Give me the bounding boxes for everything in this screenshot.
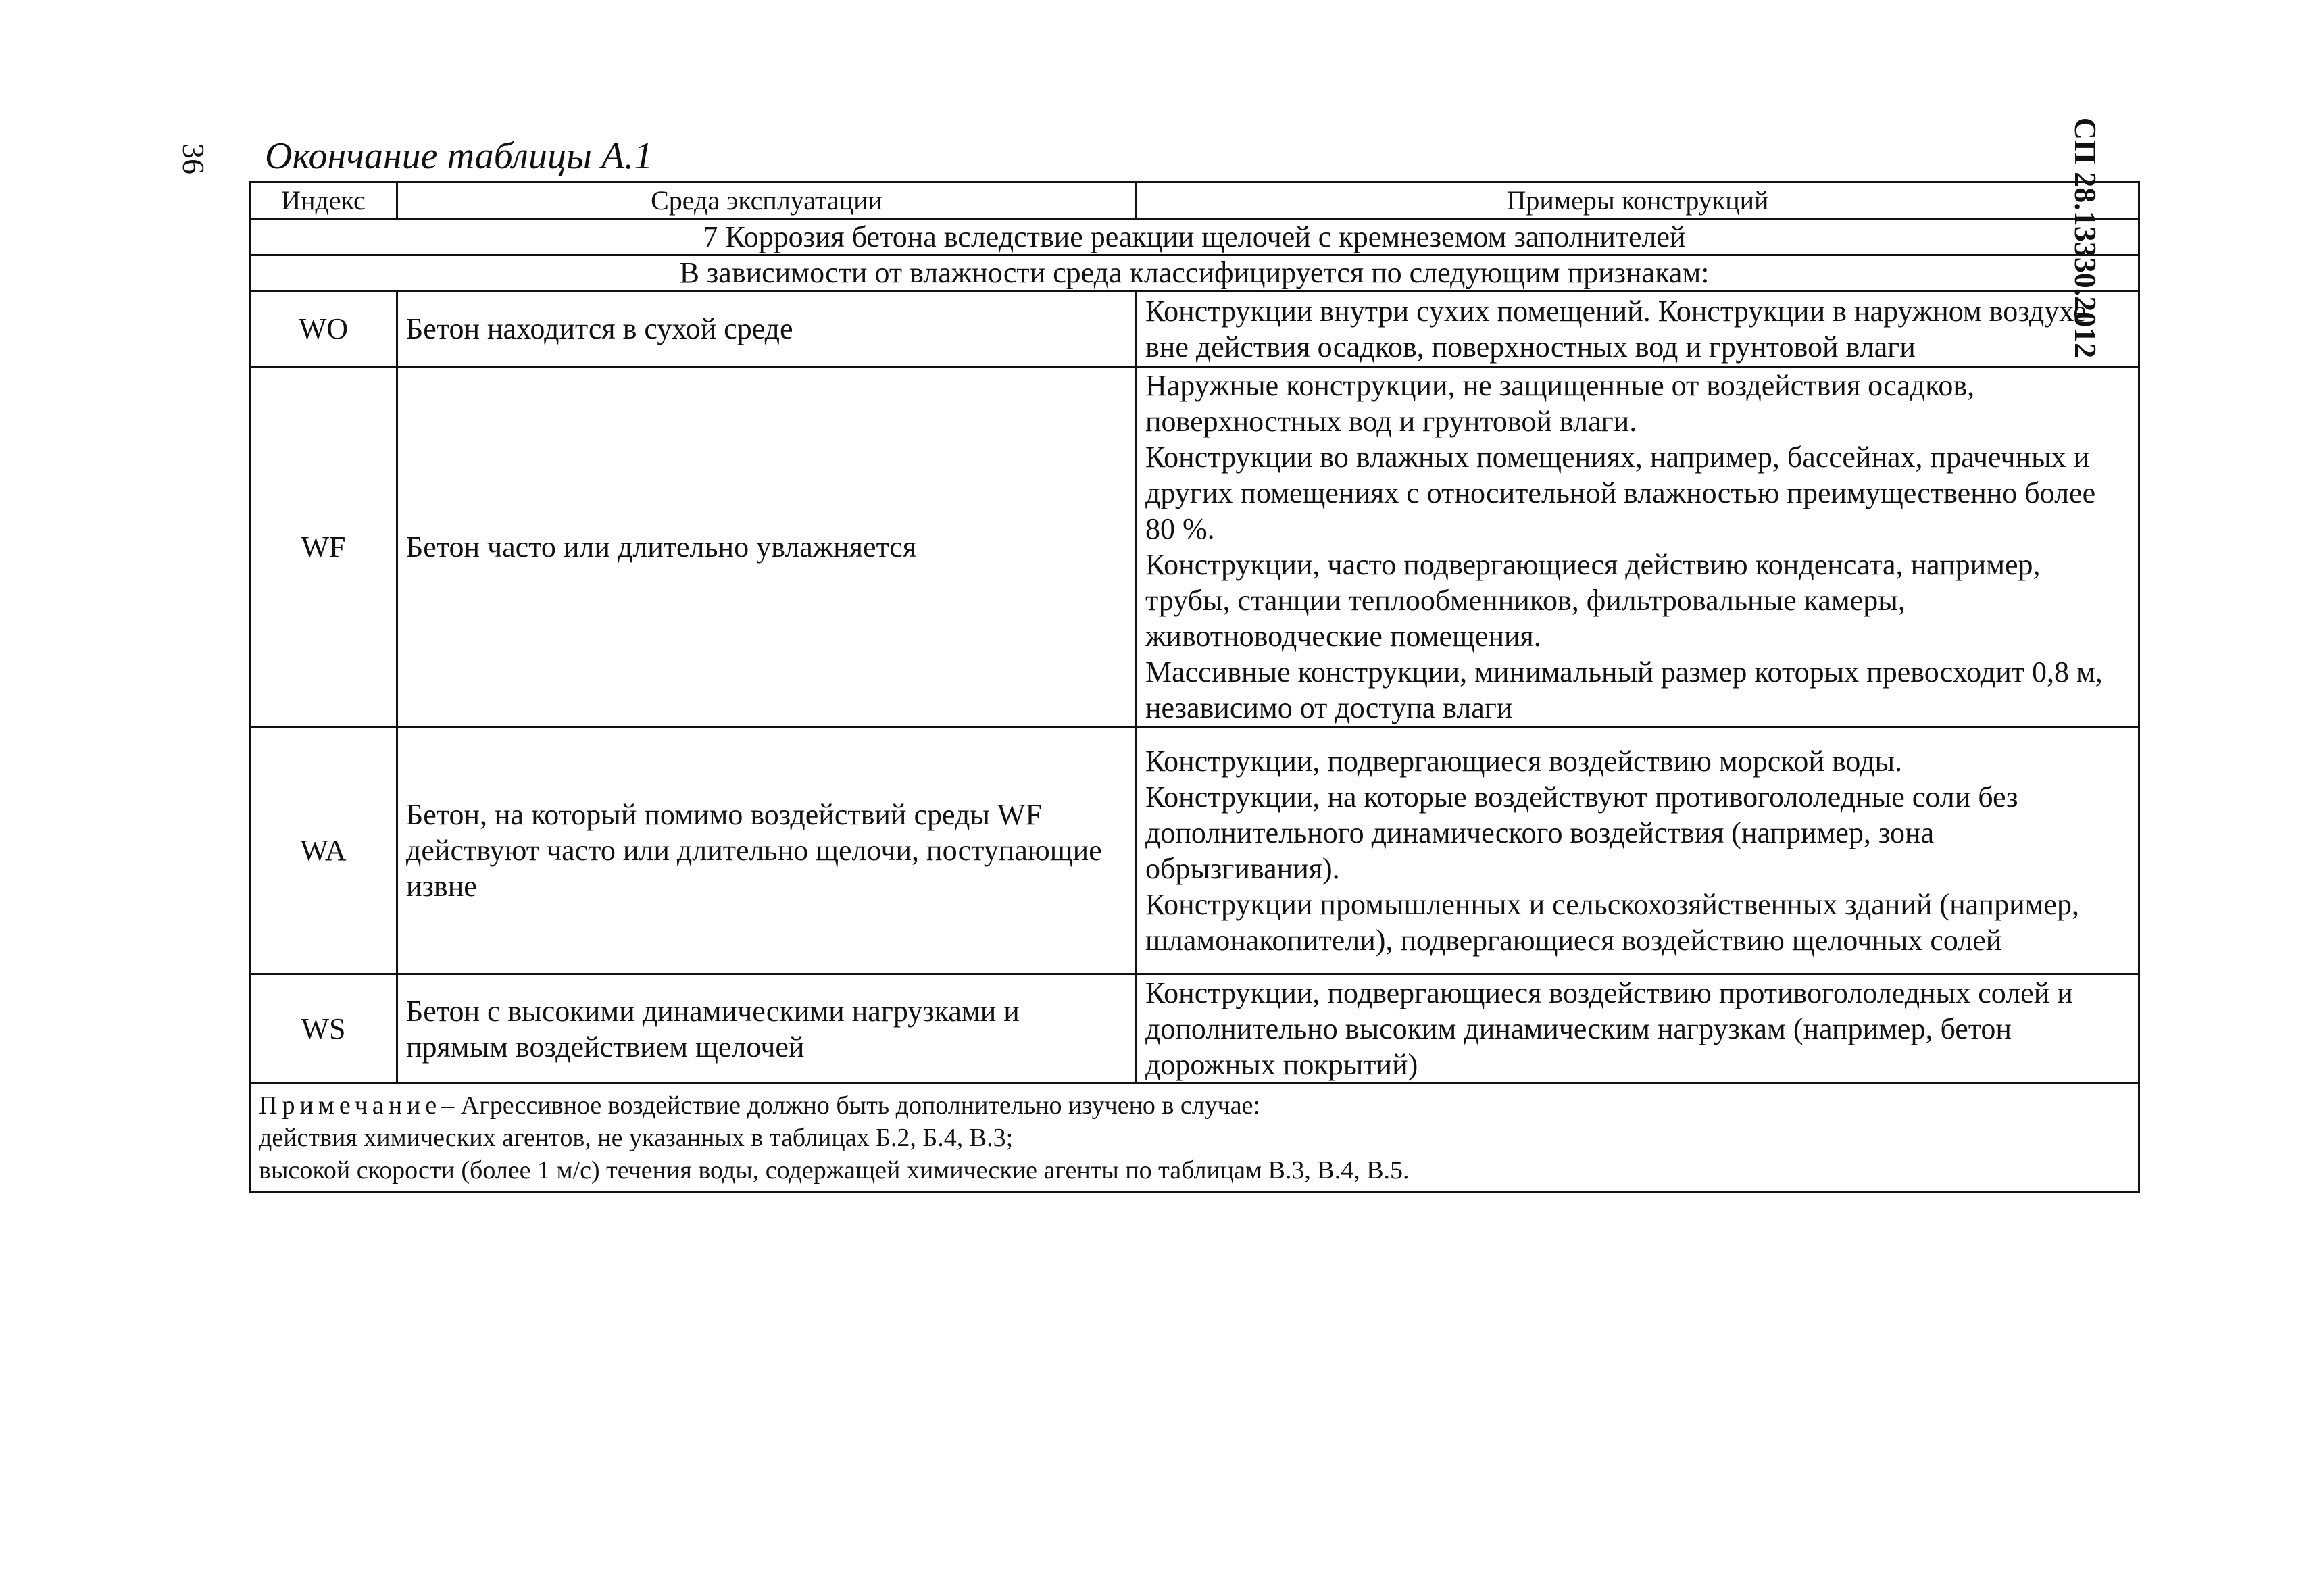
table-row [250, 727, 2139, 974]
classification-table [249, 181, 2140, 1193]
row-examples [1137, 291, 2139, 367]
row-environment: Бетон находится в сухой среде [397, 291, 1137, 367]
example-text: Массивные конструкции, минимальный размер которых превосходит 0,8 м, независимо от доступа влаги [1145, 655, 2103, 724]
example-text: Наружные конструкции, не защищенные от воздействия осадков, поверхностных вод и грунтовой влаги. [1145, 369, 1975, 438]
row-index: WO [250, 291, 397, 367]
table-header-row [250, 182, 2139, 220]
note-line: действия химических агентов, не указанных в таблицах Б.2, Б.4, В.3; [259, 1124, 1014, 1152]
row-examples [1137, 727, 2139, 974]
table-row [250, 974, 2139, 1084]
page-number: 36 [176, 143, 211, 174]
example-text: Конструкции, подвергающиеся воздействию морской воды. [1145, 744, 1903, 778]
row-environment: Бетон с высокими динамическими нагрузками и прямым воздействием щелочей [397, 974, 1137, 1084]
table-row [250, 367, 2139, 727]
header-examples: Примеры конструкций [1137, 182, 2139, 220]
example-text: Конструкции во влажных помещениях, например, бассейнах, прачечных и других помещениях с относительной влажностью преимущественно более 80 %. [1145, 441, 2096, 545]
document-code: СП 28.13330.2012 [2068, 117, 2103, 359]
section-subtitle-row [250, 255, 2139, 291]
note-line: высокой скорости (более 1 м/с) течения воды, содержащей химические агенты по таблицам В.3, В.4, В.5. [259, 1156, 1410, 1184]
section-subtitle: В зависимости от влажности среда классифицируется по следующим признакам: [250, 255, 2139, 291]
example-text: Конструкции внутри сухих помещений. Конструкции в наружном воздухе вне действия осадков, поверхностных вод и грунтовой влаги [1145, 294, 2087, 364]
example-text: Конструкции, подвергающиеся воздействию противогололедных солей и дополнительно высоким динамическим нагрузкам (например, бетон дорожных покрытий) [1145, 976, 2073, 1081]
example-text: Конструкции, часто подвергающиеся действию конденсата, например, трубы, станции теплообменников, фильтровальные камеры, животноводческие помещения. [1145, 548, 2041, 653]
row-index: WS [250, 974, 397, 1084]
row-index: WA [250, 727, 397, 974]
row-environment: Бетон часто или длительно увлажняется [397, 367, 1137, 727]
note-first-line [259, 1089, 2130, 1122]
example-text: Конструкции, на которые воздействуют противогололедные соли без дополнительного динамического воздействия (например, зона обрызгивания). [1145, 780, 2018, 885]
row-examples [1137, 367, 2139, 727]
header-index: Индекс [250, 182, 397, 220]
table-row [250, 291, 2139, 367]
table-caption: Окончание таблицы А.1 [265, 135, 653, 177]
note-row [250, 1084, 2139, 1193]
table-note [250, 1084, 2139, 1193]
note-label: Примечание [259, 1091, 442, 1120]
header-environment: Среда эксплуатации [397, 182, 1137, 220]
note-line: – Агрессивное воздействие должно быть дополнительно изучено в случае: [441, 1091, 1261, 1120]
section-title-row [250, 220, 2139, 255]
row-environment: Бетон, на который помимо воздействий среды WF действуют часто или длительно щелочи, поступающие извне [397, 727, 1137, 974]
row-examples [1137, 974, 2139, 1084]
row-index: WF [250, 367, 397, 727]
example-text: Конструкции промышленных и сельскохозяйственных зданий (например, шламонакопители), подвергающиеся воздействию щелочных солей [1145, 887, 2080, 957]
section-title: 7 Коррозия бетона вследствие реакции щелочей с кремнеземом заполнителей [250, 220, 2139, 255]
